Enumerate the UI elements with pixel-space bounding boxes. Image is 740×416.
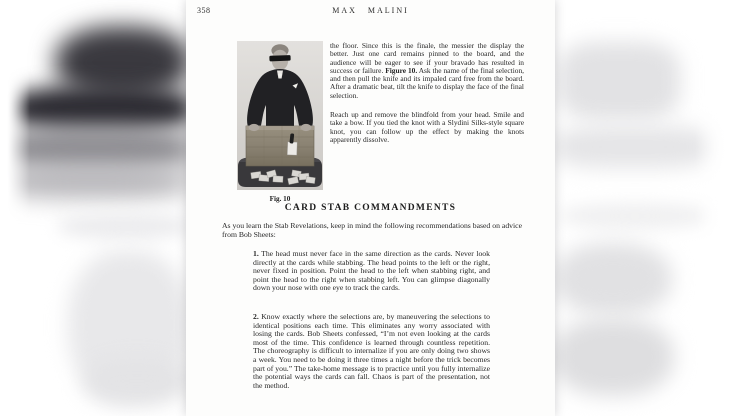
page-number: 358 — [197, 6, 211, 15]
paragraph-blindfold: Reach up and remove the blindfold from your head. Smile and take a bow. If you tied the knot with a Slydini Silks-style square knot, you can follow up the effect by making the knots apparently dissolve. — [330, 110, 524, 144]
blindfold — [269, 55, 290, 61]
commandment-1-text: The head must never face in the same direction as the cards. Never look directly at the cards while stabbing. The head points to the left or the right, never fixed in position. Point the head to the left when stabbing right, and point the head to the right when stabbing left. You can glimpse diagonally down your nose with one eye to track the cards. — [253, 249, 490, 293]
backdrop-fade — [0, 0, 30, 416]
backdrop-blob — [560, 203, 710, 229]
commandment-1-number: 1. — [253, 249, 259, 258]
magician-photo-illustration — [237, 41, 323, 190]
backdrop-blob — [554, 243, 672, 315]
paragraph-finale — [330, 42, 524, 100]
paragraph-finale-rest: Ask the name of the final selection, and then pull the knife and its impaled card free from the board. After a dramatic beat, tilt the knife to display the face of the final selection. — [330, 65, 525, 100]
section-intro: As you learn the Stab Revelations, keep in mind the following recommendations based on advice from Bob Sheets: — [222, 221, 522, 240]
backdrop-fade — [695, 0, 740, 416]
commandment-2-number: 2. — [253, 312, 259, 321]
paragraph-finale-text: the floor. Since this is the finale, the messier the display the better. Just one card remains pinned to the board, and the audience will be eager to see if your bravado has resulted in success or failure. — [330, 41, 524, 75]
backdrop-blob — [558, 42, 680, 120]
book-page — [186, 0, 555, 416]
backdrop-blob — [58, 213, 190, 239]
figure-10-photo — [237, 41, 323, 190]
section-heading: CARD STAB COMMANDMENTS — [284, 203, 457, 213]
figure-caption: Fig. 10 — [269, 195, 291, 203]
backdrop-blob — [554, 126, 712, 168]
side-column-text — [330, 42, 524, 144]
running-header: MAX MALINI — [332, 6, 409, 15]
left-hand — [249, 124, 260, 131]
commandment-2 — [253, 313, 490, 390]
backdrop-blob — [84, 358, 190, 404]
backdrop-blob — [552, 318, 674, 396]
blurred-backdrop-right — [550, 0, 740, 416]
blurred-backdrop-left — [0, 0, 190, 416]
commandment-2-text: Know exactly where the selections are, by maneuvering the selections to identical positions each time. This eliminates any worry associated with losing the cards. Bob Sheets confessed, “I’m not even looking at the cards most of the time. This confidence is learned through countless repetition. The choreography is difficult to internalize if you are only doing two shows a week. You need to be doing it three times a night before the trick becomes part of you.” The take-home message is to practice until you fully internalize the potential ways the cards can fall. Chaos is part of the presentation, not the method. — [253, 312, 490, 390]
right-hand — [301, 124, 312, 131]
figure-10-reference: Figure 10. — [385, 65, 418, 75]
commandment-1 — [253, 250, 490, 293]
wooden-board — [246, 126, 314, 166]
